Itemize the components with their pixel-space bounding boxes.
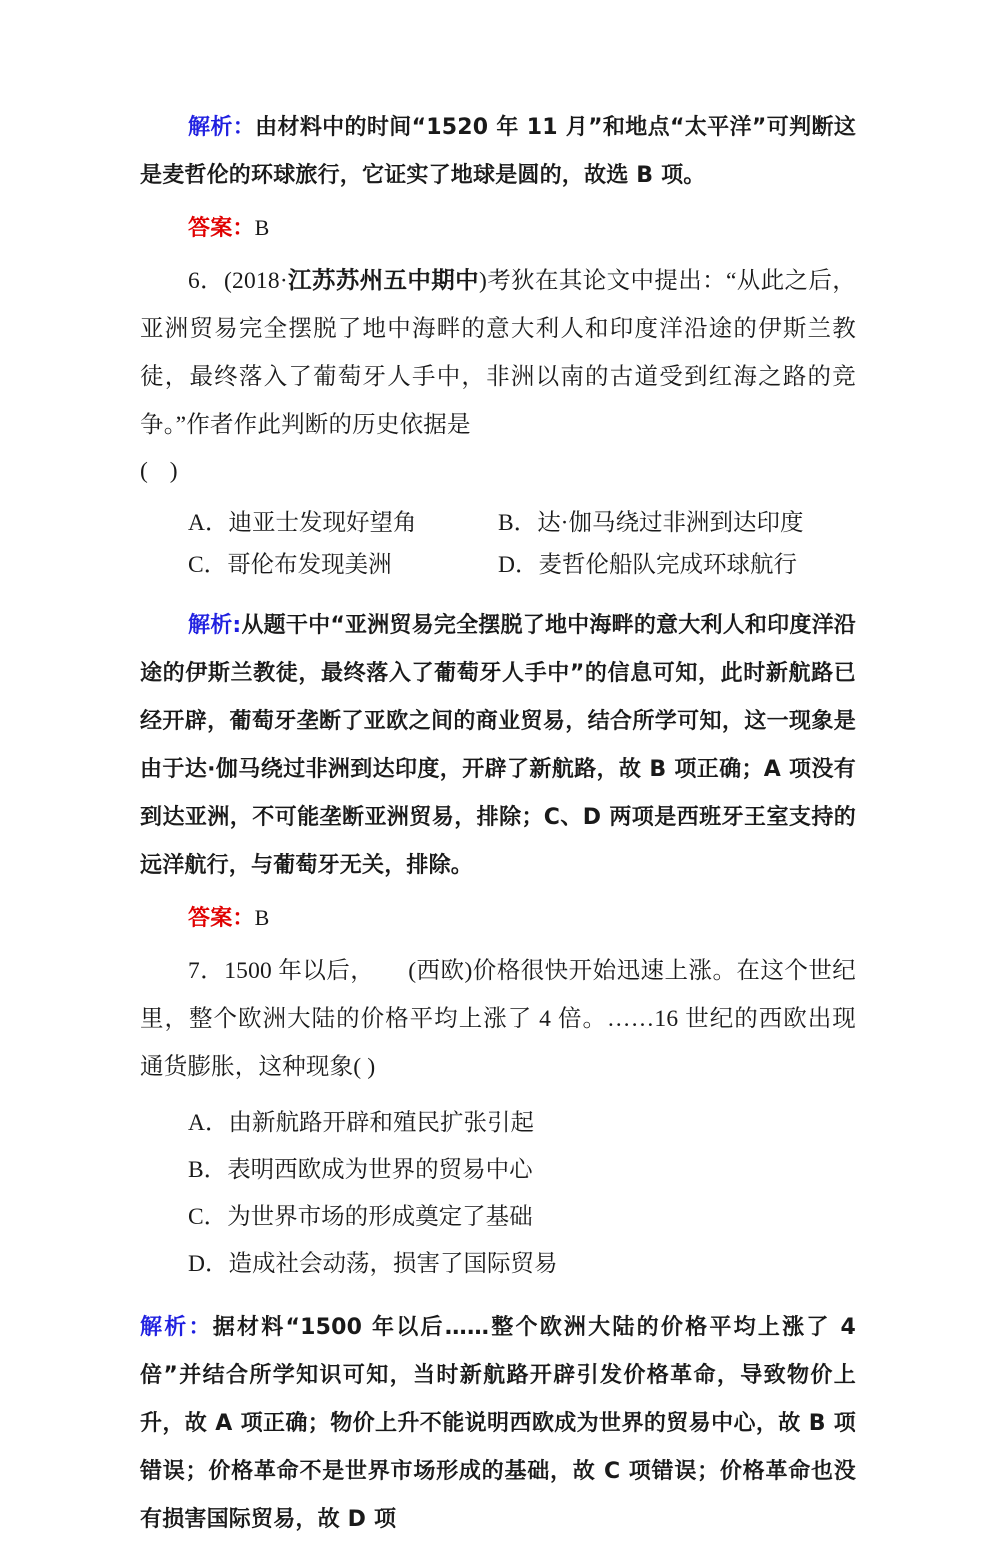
- q6-options-row-1: [140, 502, 856, 544]
- q7-analysis-text: 据材料“1500 年以后……整个欧洲大陆的价格平均上涨了 4 倍”并结合所学知识可知，当时新航路开辟引发价格革命，导致物价上升，故 A 项正确；物价上升不能说明西欧成为世界的贸易中心，故 B 项错误；价格革命不是世界市场形成的基础，故 C 项错误；价格革命也没有损害国际贸易，故 D 项: [140, 1315, 856, 1532]
- q6-option-c[interactable]: [188, 544, 498, 586]
- q7-option-b-text: 表明西欧成为世界的贸易中心: [227, 1157, 533, 1183]
- q7-option-a[interactable]: [140, 1100, 856, 1147]
- q5-analysis-paragraph: [140, 104, 856, 200]
- q7-option-d[interactable]: [140, 1241, 856, 1288]
- q6-source-close: ): [479, 268, 488, 294]
- q6-source-open: (2018·: [224, 268, 288, 294]
- analysis-label: 解析：: [140, 1315, 213, 1340]
- q6-options-row-2: [140, 544, 856, 586]
- analysis-label: 解析:: [188, 613, 242, 638]
- q6-source-name: 江苏苏州五中期中: [287, 268, 480, 294]
- q6-stem-text: 考狄在其论文中提出：“从此之后，亚洲贸易完全摆脱了地中海畔的意大利人和印度洋沿途的伊斯兰教徒，最终落入了葡萄牙人手中，非洲以南的古道受到红海之路的竞争。”作者作此判断的历史依据是: [140, 268, 856, 438]
- q7-stem-part2: (西欧)价格很快开始迅速上涨。在这个世纪里，整个欧洲大陆的价格平均上涨了 4 倍。……16 世纪的西欧出现通货膨胀，这种现象( ): [140, 958, 857, 1080]
- q7-stem-paragraph: [140, 947, 856, 1091]
- q6-option-a[interactable]: [188, 502, 498, 544]
- q6-answer-blank[interactable]: ( ): [140, 458, 186, 484]
- q6-answer-paragraph: [140, 894, 856, 943]
- q7-option-a-text: 由新航路开辟和殖民扩张引起: [228, 1110, 534, 1136]
- q6-option-d[interactable]: [498, 544, 808, 586]
- q5-answer-paragraph: [140, 204, 856, 253]
- q6-answer-value: B: [254, 905, 270, 930]
- q7-option-d-letter: D．: [188, 1251, 229, 1277]
- q7-analysis-paragraph: [140, 1304, 856, 1544]
- q6-option-a-text: 迪亚士发现好望角: [228, 510, 417, 536]
- q7-option-b[interactable]: [140, 1147, 856, 1194]
- q6-number: 6．: [188, 268, 224, 294]
- q7-option-c-text: 为世界市场的形成奠定了基础: [227, 1204, 533, 1230]
- q6-option-d-letter: D．: [498, 552, 539, 578]
- q6-analysis-text: 从题干中“亚洲贸易完全摆脱了地中海畔的意大利人和印度洋沿途的伊斯兰教徒，最终落入了葡萄牙人手中”的信息可知，此时新航路已经开辟，葡萄牙垄断了亚欧之间的商业贸易，结合所学可知，这一现象是由于达·伽马绕过非洲到达印度，开辟了新航路，故 B 项正确；A 项没有到达亚洲，不可能垄断亚洲贸易，排除；C、D 两项是西班牙王室支持的远洋航行，与葡萄牙无关，排除。: [140, 613, 856, 878]
- q6-analysis-paragraph: [140, 602, 856, 890]
- analysis-label: 解析：: [188, 115, 256, 140]
- q7-option-b-letter: B．: [188, 1157, 228, 1183]
- q6-stem-paragraph: [140, 257, 856, 449]
- q7-stem-part1: 1500 年以后，: [224, 958, 375, 984]
- q6-option-c-text: 哥伦布发现美洲: [227, 552, 392, 578]
- q6-option-a-letter: A．: [188, 510, 229, 536]
- q5-analysis-text: 由材料中的时间“1520 年 11 月”和地点“太平洋”可判断这是麦哲伦的环球旅行，它证实了地球是圆的，故选 B 项。: [140, 115, 857, 188]
- q5-answer-value: B: [254, 215, 270, 240]
- q6-option-d-text: 麦哲伦船队完成环球航行: [538, 552, 797, 578]
- q7-number: 7．: [188, 958, 225, 984]
- q7-option-c-letter: C．: [188, 1204, 228, 1230]
- q7-option-c[interactable]: [140, 1194, 856, 1241]
- q6-option-b-letter: B．: [498, 510, 538, 536]
- q7-option-a-letter: A．: [188, 1110, 229, 1136]
- q6-option-c-letter: C．: [188, 552, 228, 578]
- answer-label: 答案：: [188, 216, 255, 241]
- q7-option-d-text: 造成社会动荡，损害了国际贸易: [228, 1251, 558, 1277]
- q6-option-b[interactable]: [498, 502, 808, 544]
- page-content: [140, 104, 856, 1544]
- answer-label: 答案：: [188, 906, 255, 931]
- q6-option-b-text: 达·伽马绕过非洲到达印度: [537, 510, 804, 536]
